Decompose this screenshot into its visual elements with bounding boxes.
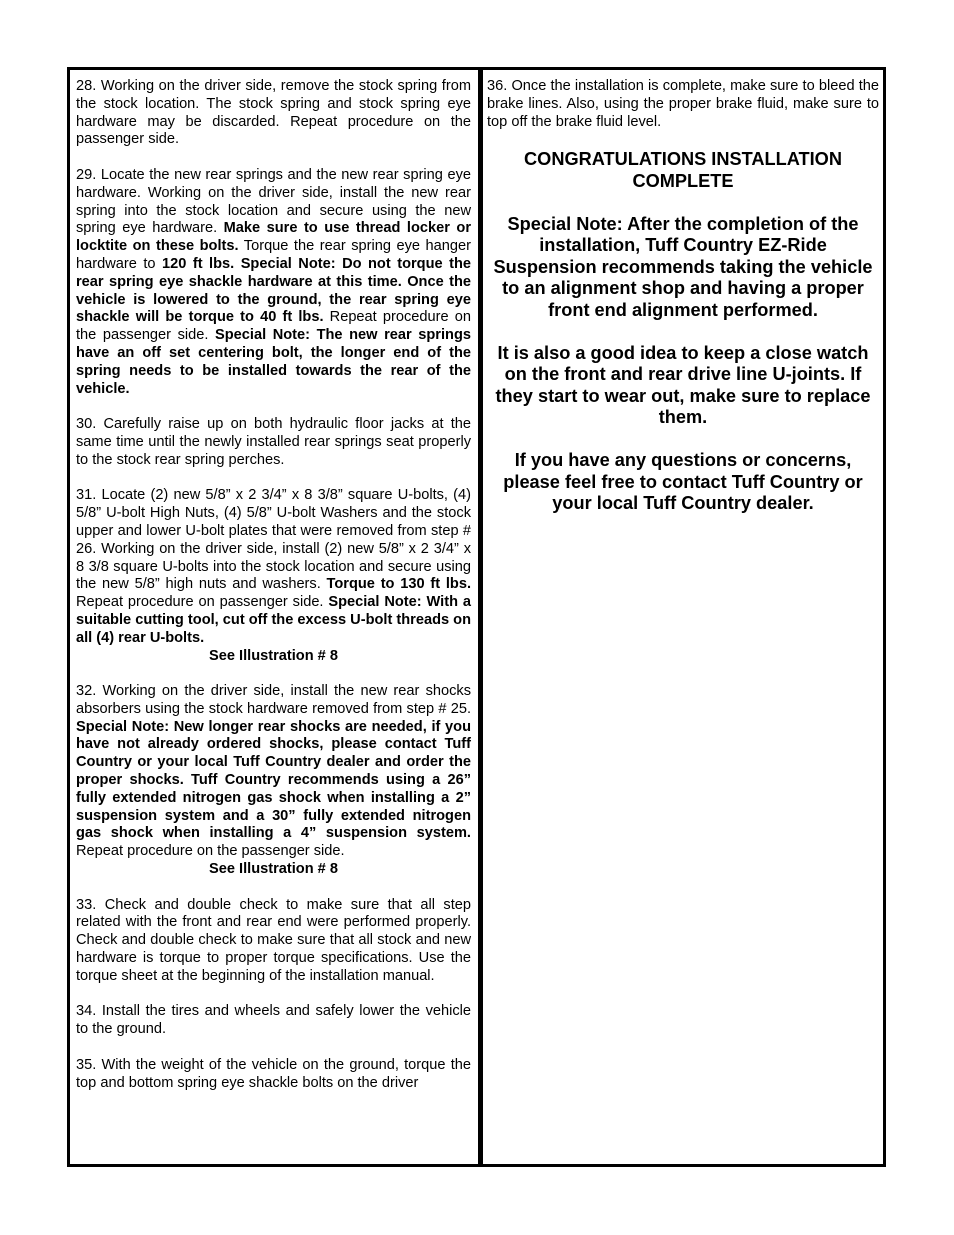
step-31-bold-2: Special Note: With a suitable cutting tool, cut off the excess U-bolt threads on all (4) rear U-bolts.: [76, 594, 471, 646]
step-32-bold-1: Special Note: New longer rear shocks are needed, if you have not already ordered shocks, please contact Tuff Country or your local Tuff Country dealer and order the proper shocks. Tuff Country recommends using a 26” fully extended nitrogen gas shock when installing a 2” suspension system and a 30” fully extended nitrogen gas shock when installing a 4” suspension system.: [76, 718, 471, 842]
step-31: [76, 487, 471, 665]
right-column: [483, 70, 883, 1164]
step-28: 28. Working on the driver side, remove the stock spring from the stock location. The stock spring and stock spring eye hardware may be discarded. Repeat procedure on the passenger side.: [76, 78, 471, 148]
step-36: 36. Once the installation is complete, make sure to bleed the brake lines. Also, using the proper brake fluid, make sure to top off the brake fluid level.: [487, 78, 879, 130]
step-32-illustration-ref: See Illustration # 8: [209, 861, 338, 878]
page-frame: [67, 67, 886, 1167]
left-column: [70, 70, 479, 1164]
step-29-bold-3: Special Note: The new rear springs have an off set centering bolt, the longer end of the spring needs to be installed towards the rear of the vehicle.: [76, 327, 471, 397]
step-32-text-2: Repeat procedure on the passenger side.: [76, 843, 345, 860]
step-32-text-1: 32. Working on the driver side, install the new rear shocks absorbers using the stock hardware removed from step # 25.: [76, 683, 471, 717]
step-29: [76, 167, 471, 398]
step-29-text-1: 29. Locate the new rear springs and the new rear spring eye hardware. Working on the driver side, install the new rear spring into the stock location and secure using the new spring eye hardware.: [76, 166, 471, 237]
step-29-text-2: Torque the rear spring eye hanger hardware to: [76, 238, 471, 272]
step-30: 30. Carefully raise up on both hydraulic floor jacks at the same time until the newly installed rear springs seat properly to the stock rear spring perches.: [76, 416, 471, 468]
step-31-bold-1: Torque to 130 ft lbs.: [326, 576, 471, 593]
step-35: 35. With the weight of the vehicle on the ground, torque the top and bottom spring eye shackle bolts on the driver: [76, 1056, 471, 1091]
contact-note: If you have any questions or concerns, please feel free to contact Tuff Country or your local Tuff Country dealer.: [503, 450, 863, 514]
congratulations-heading: CONGRATULATIONS INSTALLATION COMPLETE: [524, 149, 842, 191]
step-34: 34. Install the tires and wheels and safely lower the vehicle to the ground.: [76, 1003, 471, 1038]
ujoint-note: It is also a good idea to keep a close watch on the front and rear drive line U-joints. If they start to wear out, make sure to replace them.: [495, 342, 871, 428]
step-29-text-3: Repeat procedure on the passenger side.: [76, 309, 471, 344]
step-29-bold-2: 120 ft lbs. Special Note: Do not torque the rear spring eye shackle hardware at this time. Once the vehicle is lowered to the ground, the rear spring eye shackle will be torque to 40 ft lbs.: [76, 255, 471, 326]
step-32: [76, 683, 471, 879]
step-31-text-2: Repeat procedure on passenger side.: [76, 594, 329, 611]
step-31-illustration-ref: See Illustration # 8: [209, 647, 338, 664]
step-31-text-1: 31. Locate (2) new 5/8” x 2 3/4” x 8 3/8” square U-bolts, (4) 5/8” U-bolt High Nuts, (4) 5/8” U-bolt Washers and the stock upper and lower U-bolt plates that were removed from step # 26. Working on the driver side, install (2) new 5/8” x 2 3/4” x 8 3/8 square U-bolts into the stock location and secure using the new 5/8” high nuts and washers.: [76, 487, 471, 593]
alignment-note: Special Note: After the completion of the installation, Tuff Country EZ-Ride Suspension recommends taking the vehicle to an alignment shop and having a proper front end alignment performed.: [493, 213, 873, 320]
step-29-bold-1: Make sure to use thread locker or locktite on these bolts.: [76, 220, 471, 255]
step-33: 33. Check and double check to make sure that all step related with the front and rear end were performed properly. Check and double check to make sure that all stock and new hardware is torque to proper torque specifications. Use the torque sheet at the beginning of the installation manual.: [76, 896, 471, 984]
